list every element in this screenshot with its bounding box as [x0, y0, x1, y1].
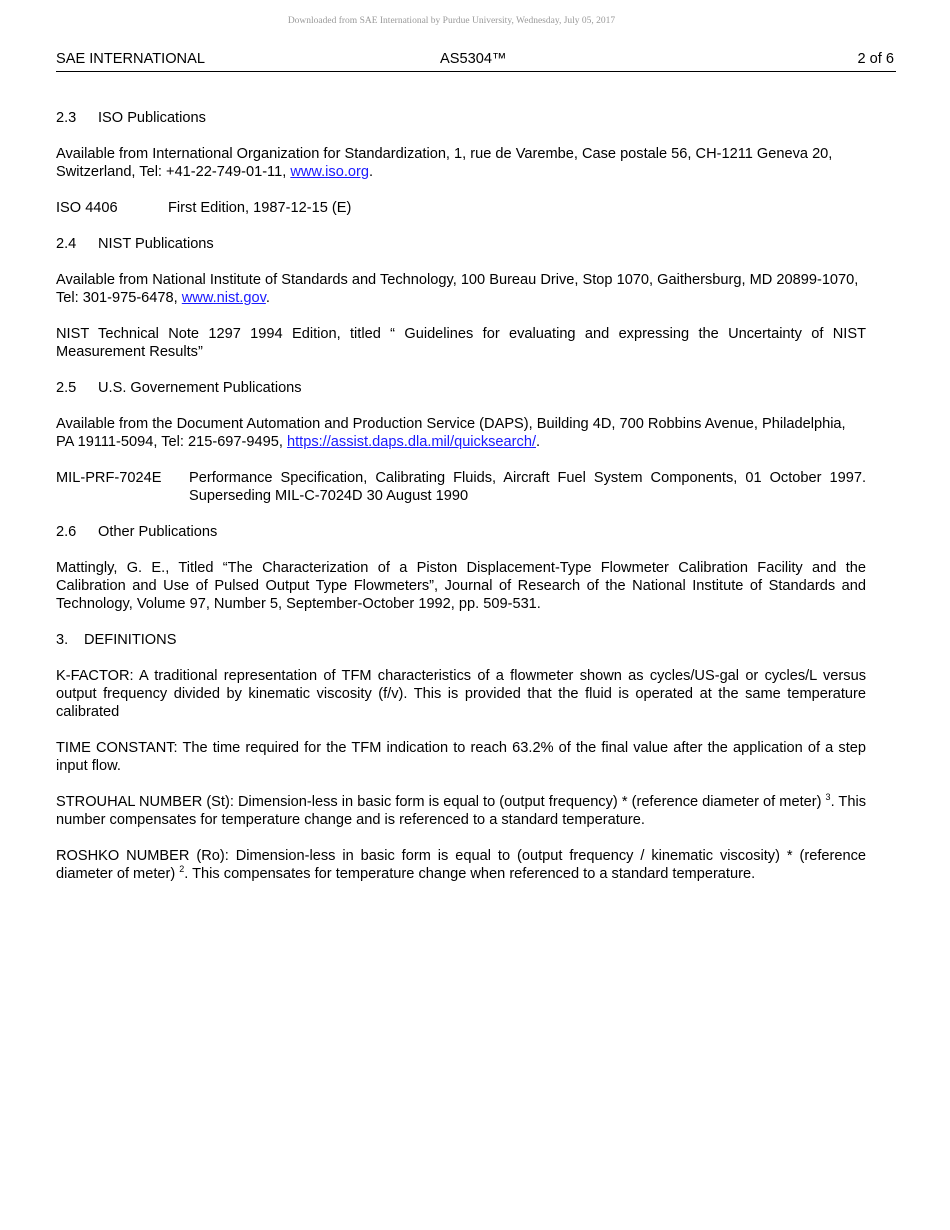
definition-roshko-number — [56, 847, 866, 883]
reference-text: Performance Specification, Calibrating Fluids, Aircraft Fuel System Components, 01 October 1997. Superseding MIL-C-7024D 30 August 1990 — [189, 470, 866, 504]
header-doc-id: AS5304™ — [440, 51, 507, 67]
header-page-number: 2 of 6 — [857, 51, 894, 67]
strouhal-text-cont: . This number compensates for temperature change and is referenced to a standard temperature. — [56, 794, 867, 828]
section-2-5-heading — [56, 379, 866, 397]
page-header — [56, 49, 896, 72]
mattingly-reference: Mattingly, G. E., Titled “The Characterization of a Piston Displacement-Type Flowmeter Calibration Facility and the Calibration and Use of Pulsed Output Type Flowmeters”, Journal of Research of the National Institute of Standards and Technology, Volume 97, Number 5, September-October 1992, pp. 509-531. — [56, 560, 866, 612]
daps-availability-text: Available from the Document Automation and Production Service (DAPS), Building 4D, 700 Robbins Avenue, Philadelphia, PA 19111-5094, Tel: 215-697-9495, — [56, 416, 846, 450]
nist-link[interactable]: www.nist.gov — [181, 290, 266, 306]
reference-code: ISO 4406 — [56, 200, 118, 216]
section-title: Other Publications — [98, 524, 218, 540]
reference-text: First Edition, 1987-12-15 (E) — [168, 200, 352, 216]
download-watermark: Downloaded from SAE International by Purdue University, Wednesday, July 05, 2017 — [287, 16, 616, 26]
roshko-text-cont: . This compensates for temperature change when referenced to a standard temperature. — [184, 866, 756, 882]
iso-reference — [56, 199, 866, 217]
section-2-3-heading — [56, 109, 866, 127]
section-title: DEFINITIONS — [84, 632, 177, 648]
nist-availability-text: Available from National Institute of Standards and Technology, 100 Bureau Drive, Stop 1070, Gaithersburg, MD 20899-1070, Tel: 301-975-6478, — [56, 272, 859, 306]
strouhal-exponent: 3 — [825, 792, 831, 802]
section-number: 3. — [56, 632, 69, 648]
section-2-6-heading — [56, 523, 866, 541]
iso-link[interactable]: www.iso.org — [290, 164, 369, 180]
section-number: 2.6 — [56, 524, 77, 540]
iso-availability-text: Available from International Organization for Standardization, 1, rue de Varembe, Case postale 56, CH-1211 Geneva 20, Switzerland, Tel: +41-22-749-01-11, — [56, 146, 833, 180]
roshko-exponent: 2 — [179, 864, 185, 874]
section-2-4-heading — [56, 235, 866, 253]
section-title: ISO Publications — [98, 110, 206, 126]
mil-reference — [56, 469, 866, 505]
header-org: SAE INTERNATIONAL — [56, 51, 205, 67]
reference-code: MIL-PRF-7024E — [56, 470, 162, 486]
section-number: 2.4 — [56, 236, 77, 252]
document-body — [56, 109, 866, 901]
section-number: 2.3 — [56, 110, 77, 126]
section-number: 2.5 — [56, 380, 77, 396]
section-title: U.S. Governement Publications — [98, 380, 302, 396]
section-title: NIST Publications — [98, 236, 214, 252]
section-3-heading — [56, 631, 866, 649]
definition-k-factor: K-FACTOR: A traditional representation of TFM characteristics of a flowmeter shown as cycles/US-gal or cycles/L versus output frequency divided by kinematic viscosity (f/v). This is provided that the fluid is operated at the same temperature calibrated — [56, 668, 866, 720]
daps-link[interactable]: https://assist.daps.dla.mil/quicksearch/ — [286, 434, 536, 450]
definition-time-constant: TIME CONSTANT: The time required for the TFM indication to reach 63.2% of the final value after the application of a step input flow. — [56, 740, 866, 774]
definition-strouhal-number — [56, 793, 866, 829]
daps-availability: Available from the Document Automation and Production Service (DAPS), Building 4D, 700 Robbins Avenue, Philadelphia, PA 19111-5094, Tel: 215-697-9495, https://assist.daps.dla.mil/quicksearch/. — [56, 416, 846, 450]
roshko-text: ROSHKO NUMBER (Ro): Dimension-less in basic form is equal to (output frequency / kinematic viscosity) * (reference diameter of meter) — [56, 848, 866, 882]
nist-availability: Available from National Institute of Standards and Technology, 100 Bureau Drive, Stop 1070, Gaithersburg, MD 20899-1070, Tel: 301-975-6478, www.nist.gov. — [56, 272, 859, 306]
iso-availability: Available from International Organization for Standardization, 1, rue de Varembe, Case postale 56, CH-1211 Geneva 20, Switzerland, Tel: +41-22-749-01-11, www.iso.org. — [56, 146, 833, 180]
strouhal-text: STROUHAL NUMBER (St): Dimension-less in basic form is equal to (output frequency) * (reference diameter of meter) — [56, 794, 826, 810]
nist-technical-note: NIST Technical Note 1297 1994 Edition, titled “ Guidelines for evaluating and expressing the Uncertainty of NIST Measurement Results” — [56, 326, 866, 360]
